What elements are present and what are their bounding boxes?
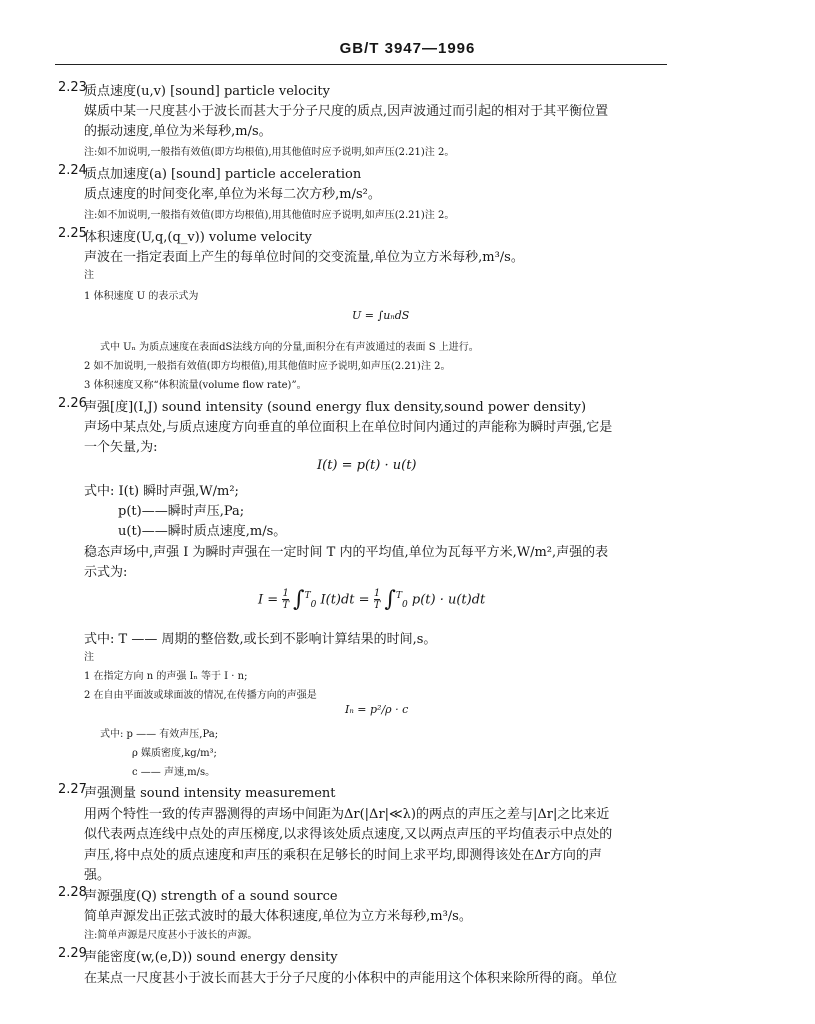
- section-number: 2.24: [58, 163, 87, 178]
- term-title: 声强测量 sound intensity measurement: [84, 786, 336, 801]
- where-line: ρ 媒质密度,kg/m³;: [132, 748, 217, 759]
- equation: U = ∫uₙdS: [352, 309, 410, 322]
- integral-sign: ∫: [293, 586, 305, 612]
- integral-lower-limit: 0: [310, 599, 317, 610]
- fraction: [374, 588, 381, 611]
- integral-upper-limit: T: [395, 591, 402, 601]
- definition-line: 示式为:: [84, 565, 128, 580]
- note-line: 3 体积速度又称“体积流量(volume flow rate)”。: [84, 380, 307, 391]
- section-number: 2.28: [58, 885, 87, 900]
- term-title: 体积速度(U,q,(q_v)) volume velocity: [84, 230, 312, 245]
- definition-line: 在某点一尺度甚小于波长而甚大于分子尺度的小体积中的声能用这个体积来除所得的商。单位: [84, 971, 618, 986]
- term-title: 质点加速度(a) [sound] particle acceleration: [84, 167, 362, 182]
- equation: I(t) = p(t) · u(t): [317, 458, 417, 473]
- equation-part: p(t) · u(t)dt: [411, 592, 486, 608]
- definition-line: 一个矢量,为:: [84, 440, 158, 455]
- definition-line: 媒质中某一尺度甚小于波长而甚大于分子尺度的质点,因声波通过而引起的相对于其平衡位置: [84, 104, 609, 119]
- equation: Iₙ = p²/ρ · c: [345, 703, 409, 716]
- intensity-average-equation: [258, 584, 485, 617]
- definition-line: 声波在一指定表面上产生的每单位时间的交变流量,单位为立方米每秒,m³/s。: [84, 250, 524, 265]
- note-line: 1 在指定方向 n 的声强 Iₙ 等于 I · n;: [84, 671, 248, 682]
- note-line: 注:如不加说明,一般指有效值(即方均根值),用其他值时应予说明,如声压(2.21)注 2。: [84, 210, 455, 221]
- note-line: 2 如不加说明,一般指有效值(即方均根值),用其他值时应予说明,如声压(2.21)注 2。: [84, 361, 451, 372]
- section-number: 2.25: [58, 226, 87, 241]
- term-title: 声能密度(w,(e,D)) sound energy density: [84, 950, 338, 965]
- definition-line: 声压,将中点处的质点速度和声压的乘积在足够长的时间上求平均,即测得该处在Δr方向的声: [84, 848, 602, 863]
- where-line: 式中: T —— 周期的整倍数,或长到不影响计算结果的时间,s。: [84, 632, 437, 647]
- term-title: 声强[度](I,J) sound intensity (sound energy flux density,sound power density): [84, 400, 587, 415]
- definition-line: 简单声源发出正弦式波时的最大体积速度,单位为立方米每秒,m³/s。: [84, 909, 472, 924]
- where-line: 式中: I(t) 瞬时声强,W/m²;: [84, 484, 239, 499]
- section-number: 2.27: [58, 782, 87, 797]
- note-line: 2 在自由平面波或球面波的情况,在传播方向的声强是: [84, 690, 317, 701]
- note-label: 注: [84, 652, 94, 663]
- equation-part: I =: [258, 592, 279, 608]
- definition-line: 声场中某点处,与质点速度方向垂直的单位面积上在单位时间内通过的声能称为瞬时声强,它是: [84, 420, 613, 435]
- term-title: 质点速度(u,v) [sound] particle velocity: [84, 84, 330, 99]
- note-label: 注: [84, 270, 94, 281]
- where-line: c —— 声速,m/s。: [132, 767, 216, 778]
- integral-sign: ∫: [384, 586, 396, 612]
- definition-line: 强。: [84, 868, 111, 883]
- definition-line: 稳态声场中,声强 I 为瞬时声强在一定时间 T 内的平均值,单位为瓦每平方米,W/m²,声强的表: [84, 545, 609, 560]
- page-header: GB/T 3947—1996: [339, 40, 476, 57]
- definition-line: 似代表两点连线中点处的声压梯度,以求得该处质点速度,又以两点声压的平均值表示中点处的: [84, 827, 613, 842]
- section-number: 2.26: [58, 396, 87, 411]
- fraction-numerator: 1: [282, 588, 289, 600]
- definition-line: 质点速度的时间变化率,单位为米每二次方秒,m/s²。: [84, 187, 381, 202]
- where-line: u(t)——瞬时质点速度,m/s。: [118, 524, 287, 539]
- fraction-denominator: T: [282, 600, 289, 612]
- note-line: 1 体积速度 U 的表示式为: [84, 291, 199, 302]
- definition-line: 用两个特性一致的传声器测得的声场中间距为Δr(|Δr|≪λ)的两点的声压之差与|Δr|之比来近: [84, 807, 610, 822]
- note-line: 式中 Uₙ 为质点速度在表面dS法线方向的分量,面积分在有声波通过的表面 S 上进行。: [100, 342, 479, 353]
- note-line: 注:简单声源是尺度甚小于波长的声源。: [84, 930, 258, 941]
- fraction-denominator: T: [373, 600, 381, 612]
- where-line: 式中: p —— 有效声压,Pa;: [100, 729, 219, 740]
- header-rule: [55, 64, 667, 65]
- where-line: p(t)——瞬时声压,Pa;: [118, 504, 245, 519]
- integral-upper-limit: T: [304, 591, 311, 601]
- term-title: 声源强度(Q) strength of a sound source: [84, 889, 338, 904]
- fraction-numerator: 1: [373, 588, 381, 600]
- section-number: 2.23: [58, 80, 87, 95]
- section-number: 2.29: [58, 946, 87, 961]
- fraction: [282, 588, 289, 611]
- integral-lower-limit: 0: [402, 599, 408, 610]
- definition-line: 的振动速度,单位为米每秒,m/s。: [84, 124, 272, 139]
- note-line: 注:如不加说明,一般指有效值(即方均根值),用其他值时应予说明,如声压(2.21)注 2。: [84, 147, 455, 158]
- equation-part: I(t)dt =: [320, 592, 370, 608]
